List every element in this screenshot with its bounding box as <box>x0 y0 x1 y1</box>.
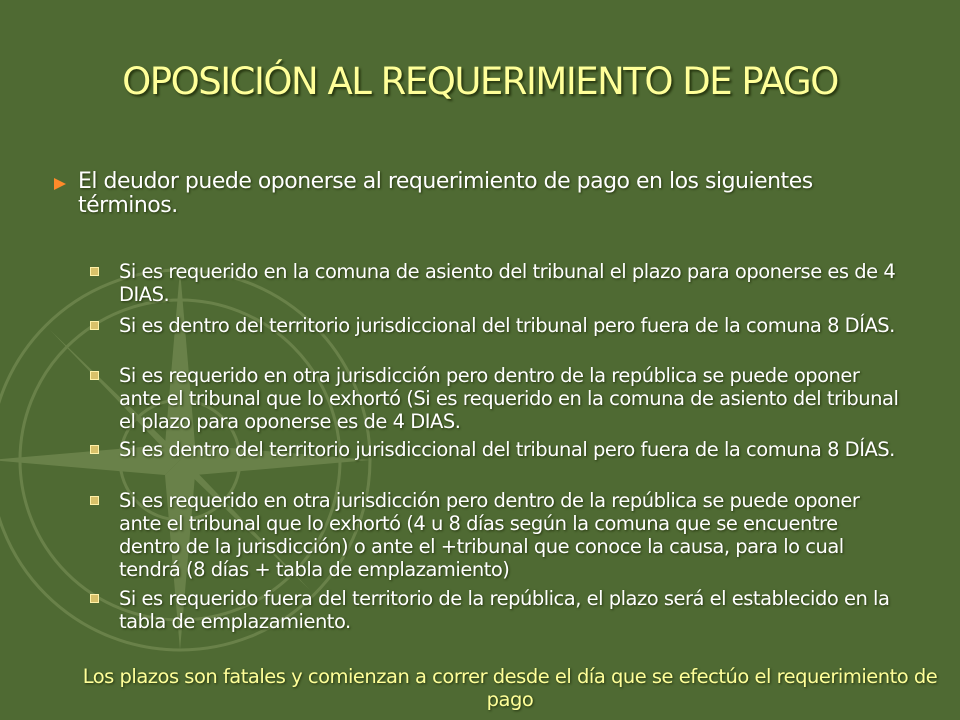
square-bullet-icon <box>90 371 99 380</box>
square-bullet-icon <box>90 321 99 330</box>
square-bullet-icon <box>90 445 99 454</box>
arrow-bullet-icon <box>54 178 66 190</box>
sub-bullet-text: Si es requerido en otra jurisdicción pero dentro de la república se puede oponer ante el tribunal que lo exhortó (Si es requerido en la comuna de asiento del tribunal el plazo para oponerse es de 4 DIAS. <box>119 364 899 433</box>
sub-bullet <box>119 314 899 337</box>
sub-bullet-text: Si es requerido en la comuna de asiento del tribunal el plazo para oponerse es de 4 DIAS. <box>119 260 896 306</box>
main-bullet-text: El deudor puede oponerse al requerimiento de pago en los siguientes términos. <box>78 169 813 218</box>
main-bullet <box>78 170 908 218</box>
sub-bullet <box>119 489 899 581</box>
square-bullet-icon <box>90 496 99 505</box>
sub-bullet <box>119 587 899 633</box>
sub-bullet <box>119 260 899 306</box>
sub-bullet <box>119 438 899 461</box>
square-bullet-icon <box>90 594 99 603</box>
sub-bullet-text: Si es requerido fuera del territorio de la república, el plazo será el establecido en la tabla de emplazamiento. <box>119 587 890 633</box>
slide-title: OPOSICIÓN AL REQUERIMIENTO DE PAGO <box>122 60 838 103</box>
sub-bullet-text: Si es dentro del territorio jurisdiccional del tribunal pero fuera de la comuna 8 DÍAS. <box>119 314 895 337</box>
sub-bullet <box>119 364 899 433</box>
square-bullet-icon <box>90 267 99 276</box>
sub-bullet-text: Si es dentro del territorio jurisdiccional del tribunal pero fuera de la comuna 8 DÍAS. <box>119 438 895 461</box>
sub-bullet-text: Si es requerido en otra jurisdicción pero dentro de la república se puede oponer ante el tribunal que lo exhortó (4 u 8 días según la comuna que se encuentre dentro de la jurisdicción) o ante el +tribunal que conoce la causa, para lo cual tendrá (8 días + tabla de emplazamiento) <box>119 489 860 581</box>
footer-note: Los plazos son fatales y comienzan a correr desde el día que se efectúo el requerimiento de pago <box>82 665 938 711</box>
